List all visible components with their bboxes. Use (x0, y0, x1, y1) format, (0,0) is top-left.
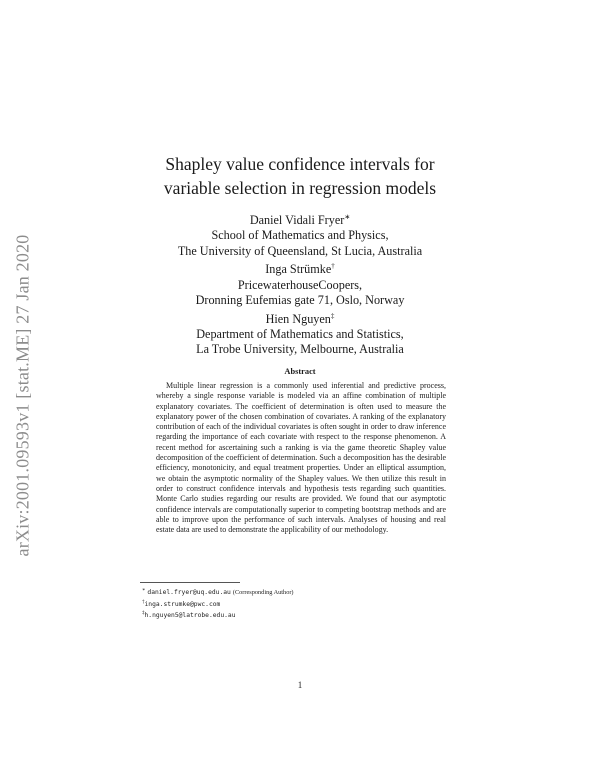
author-affiliation: PricewaterhouseCoopers, (237, 277, 363, 292)
footnote-rule (140, 582, 240, 583)
author-name: Hien Nguyen‡ (265, 311, 335, 326)
author-affiliation: Department of Mathematics and Statistics, (196, 327, 404, 342)
author-affiliation: The University of Queensland, St Lucia, Australia (177, 243, 423, 258)
page-number: 1 (297, 680, 303, 690)
abstract-text: Multiple linear regression is a commonly used inferential and predictive process, whereby a single response variable is modeled via an affine combination of multiple explanatory covariates. The coefficient of determination is often used to measure the explanatory power of the chosen combination of covariates. A ranking of the explanatory contribution of each of the individual covariates is often sought in order to draw inference regarding the importance of each covariate with respect to the response phenomenon. A recent method for ascertaining such a ranking is via the game theoretic Shapley value decomposition of the coefficient of determination. Such a decomposition has the desirable efficiency, monotonicity, and equal treatment properties. Under an elliptical assumption, we obtain the asymptotic normality of the Shapley values. We then utilize this result in order to construct confidence intervals and hypothesis tests regarding such quantities. Monte Carlo studies regarding our results are provided. We found that our asymptotic confidence intervals are computationally superior to competing bootstrap methods and are able to improve upon the performance of such intervals. Analyses of housing and real estate data are used to demonstrate the applicability of our methodology. (156, 381, 446, 535)
author-affiliation: School of Mathematics and Physics, (211, 228, 389, 243)
title-line-1: Shapley value confidence intervals for (165, 154, 435, 174)
footnote-email: daniel.fryer@uq.edu.au (147, 589, 231, 597)
footnote: ‡h.nguyen5@latrobe.edu.au (142, 610, 236, 620)
title-line-2: variable selection in regression models (163, 178, 437, 198)
abstract-heading: Abstract (284, 367, 316, 376)
footnotes (142, 586, 462, 621)
footnote: ∗ daniel.fryer@uq.edu.au (Corresponding Author) (142, 587, 294, 597)
author-affiliation: Dronning Eufemias gate 71, Oslo, Norway (195, 293, 405, 308)
footnote-email: inga.strumke@pwc.com (144, 600, 221, 608)
author-name: Inga Strümke† (265, 262, 335, 277)
footnote-email: h.nguyen5@latrobe.edu.au (144, 612, 236, 620)
paper-title (100, 152, 500, 200)
footnote: †inga.strumke@pwc.com (142, 598, 221, 608)
author-name: Daniel Vidali Fryer∗ (249, 213, 351, 228)
author-block (110, 210, 490, 358)
arxiv-identifier-margin (8, 205, 38, 585)
arxiv-identifier: arXiv:2001.09593v1 [stat.ME] 27 Jan 2020 (12, 234, 33, 556)
author-affiliation: La Trobe University, Melbourne, Australia (196, 342, 404, 357)
